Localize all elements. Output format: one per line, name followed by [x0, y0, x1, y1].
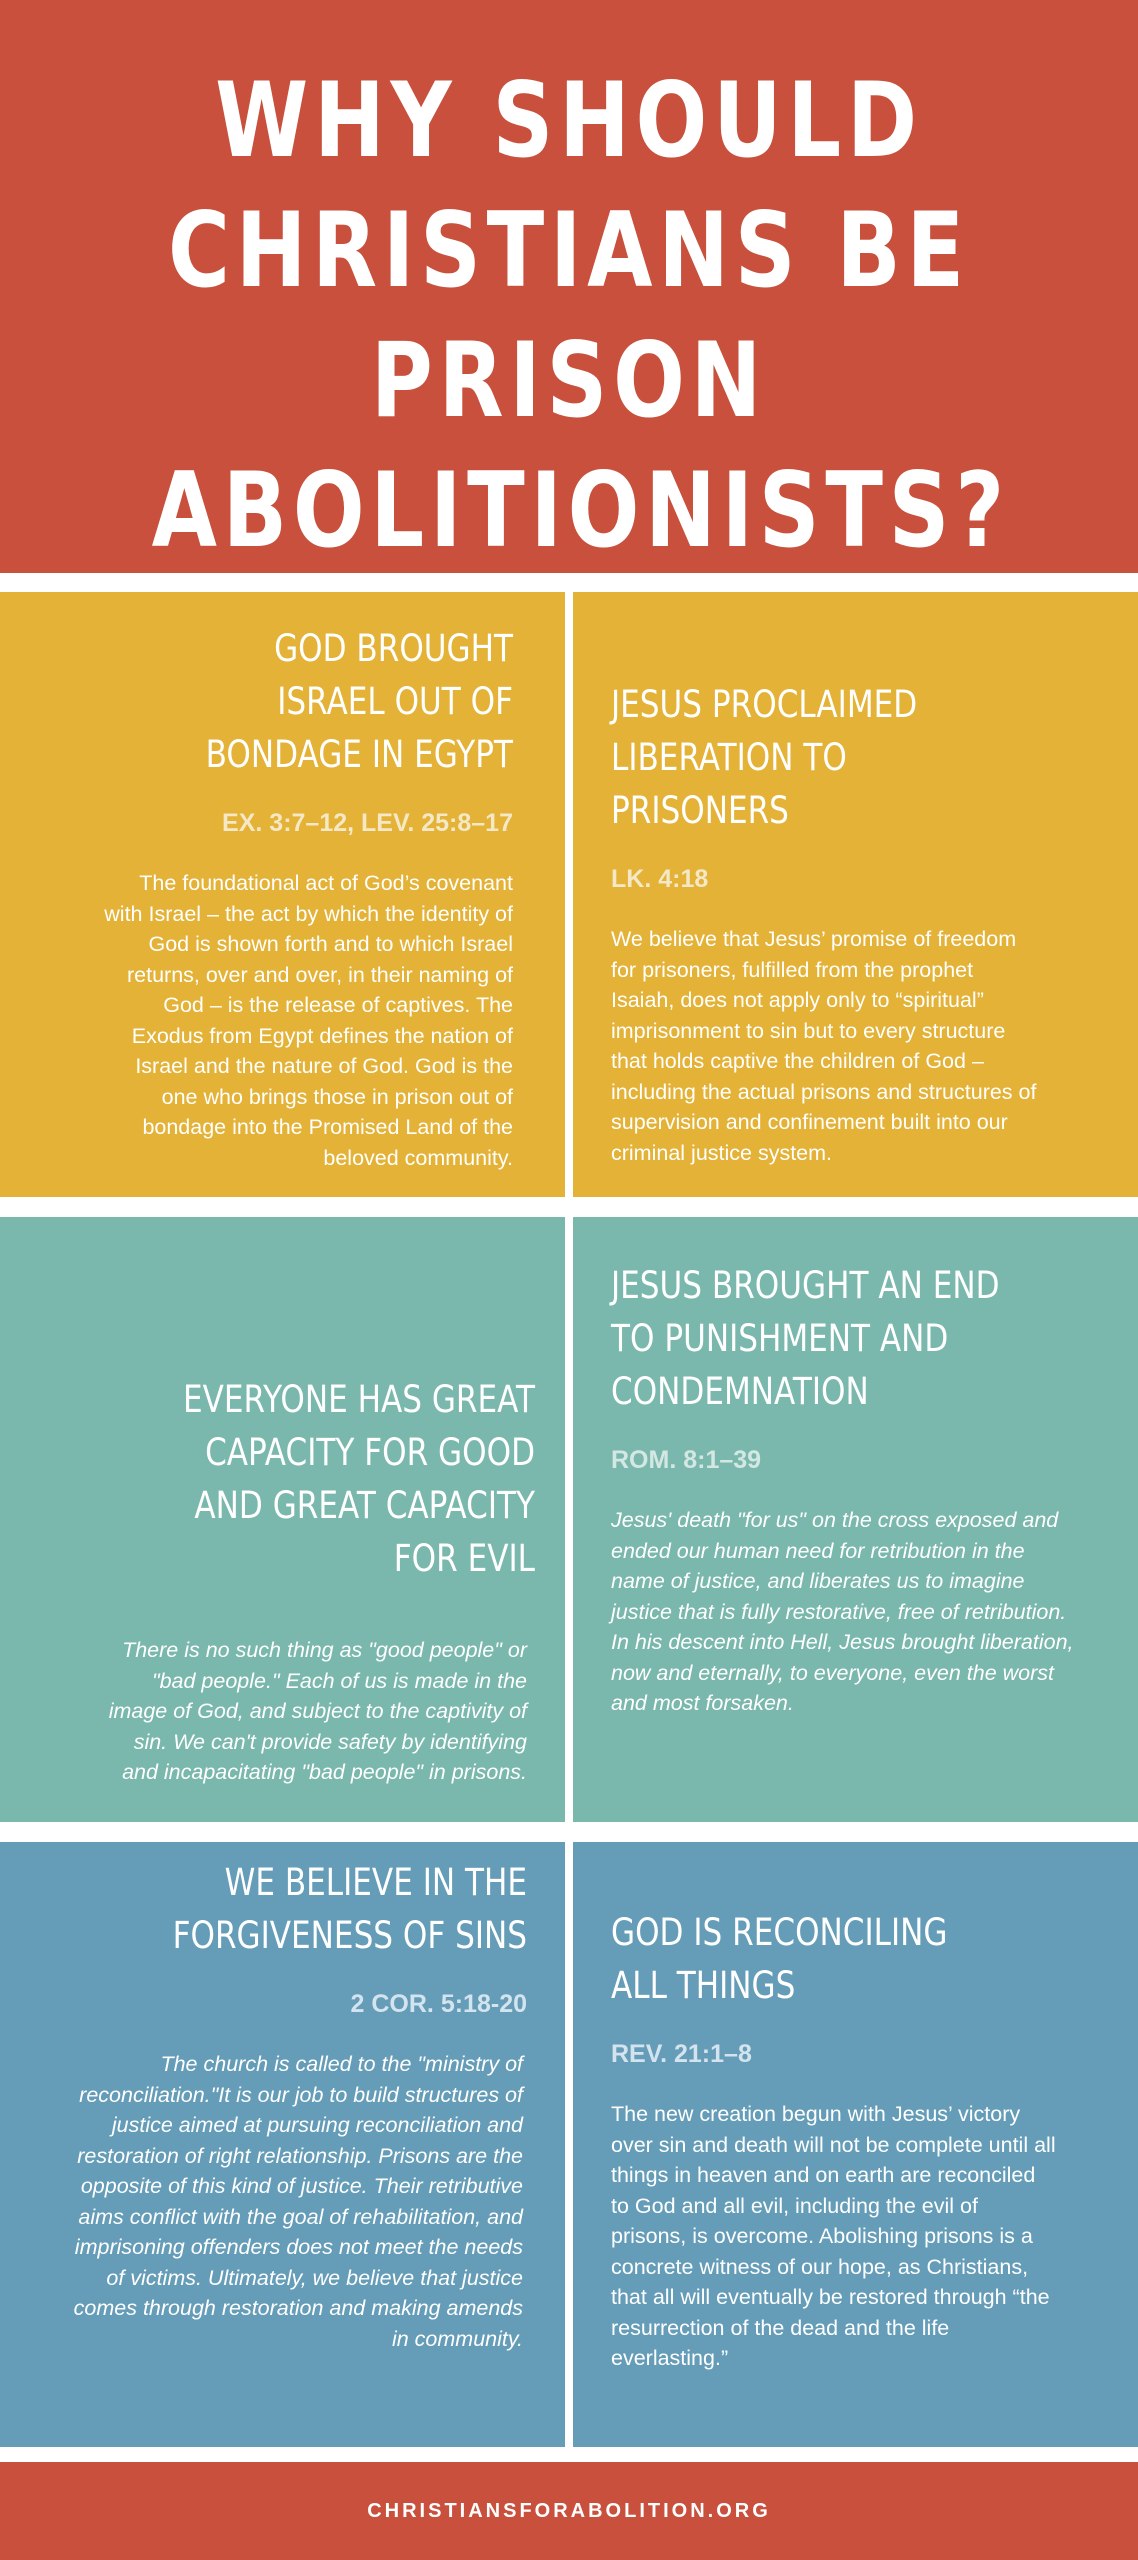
- page-title: WHY SHOULD CHRISTIANS BE PRISON ABOLITIONISTS?: [151, 61, 1010, 571]
- scripture-reference: REV. 21:1–8: [611, 2040, 752, 2068]
- panel-body: The church is called to the "ministry of reconciliation."It is our job to build structures of justice aimed at pursuing reconciliation and restoration of right relationship. Prisons are the opposite of this kind of justice. Their retributive aims conflict with the goal of rehabilitation, and imprisoning offenders does not meet the needs of victims. Ultimately, we believe that justice comes through restoration and making amends in community.: [73, 2052, 523, 2351]
- panel-heading: WE BELIEVE IN THE FORGIVENESS OF SINS: [172, 1861, 527, 1957]
- panel-liberation: [573, 592, 1138, 1197]
- footer-banner: [0, 2462, 1138, 2560]
- scripture-reference: LK. 4:18: [611, 865, 709, 893]
- panel-body: The foundational act of God’s covenant with Israel – the act by which the identity of God is shown forth and to which Israel returns, over and over, in their naming of God – is the release of captives. The Exodus from Egypt defines the nation of Israel and the nature of God. God is the one who brings those in prison out of bondage into the Promised Land of the beloved community.: [104, 871, 513, 1170]
- panel-body: We believe that Jesus’ promise of freedom for prisoners, fulfilled from the prophet Isaiah, does not apply only to “spiritual” imprisonment to sin but to every structure that holds captive the children of God – including the actual prisons and structures of supervision and confinement built into our criminal justice system.: [611, 927, 1037, 1165]
- scripture-reference: ROM. 8:1–39: [611, 1446, 762, 1474]
- panel-condemnation: [573, 1217, 1138, 1822]
- header-banner: [0, 0, 1138, 573]
- panel-heading: EVERYONE HAS GREAT CAPACITY FOR GOOD AND GREAT CAPACITY FOR EVIL: [182, 1378, 536, 1580]
- panel-body: The new creation begun with Jesus’ victory over sin and death will not be complete until all things in heaven and on earth are reconciled to God and all evil, including the evil of prisons, is overcome. Abolishing prisons is a concrete witness of our hope, as Christians, that all will eventually be restored through “the resurrection of the dead and the life everlasting.”: [611, 2102, 1056, 2370]
- panel-exodus: [0, 592, 565, 1197]
- panel-heading: GOD BROUGHT ISRAEL OUT OF BONDAGE IN EGYPT: [205, 627, 513, 776]
- panel-forgiveness: [0, 1842, 565, 2447]
- scripture-reference: 2 COR. 5:18-20: [350, 1990, 527, 2018]
- panel-reconciling: [573, 1842, 1138, 2447]
- panel-body: Jesus' death "for us" on the cross exposed and ended our human need for retribution in the name of justice, and liberates us to imagine justice that is fully restorative, free of retribution. In his descent into Hell, Jesus brought liberation, now and eternally, to everyone, even the worst and most forsaken.: [611, 1508, 1074, 1715]
- panel-body: There is no such thing as "good people" or "bad people." Each of us is made in the image of God, and subject to the captivity of sin. We can't provide safety by identifying and incapacitating "bad people" in prisons.: [108, 1638, 527, 1784]
- panel-heading: GOD IS RECONCILING ALL THINGS: [611, 1911, 948, 2007]
- panel-heading: JESUS BROUGHT AN END TO PUNISHMENT AND CONDEMNATION: [611, 1264, 1000, 1413]
- scripture-reference: EX. 3:7–12, LEV. 25:8–17: [222, 809, 513, 837]
- panel-heading: JESUS PROCLAIMED LIBERATION TO PRISONERS: [611, 683, 918, 832]
- footer-website: CHRISTIANSFORABOLITION.ORG: [367, 2499, 771, 2522]
- panel-capacity: [0, 1217, 565, 1822]
